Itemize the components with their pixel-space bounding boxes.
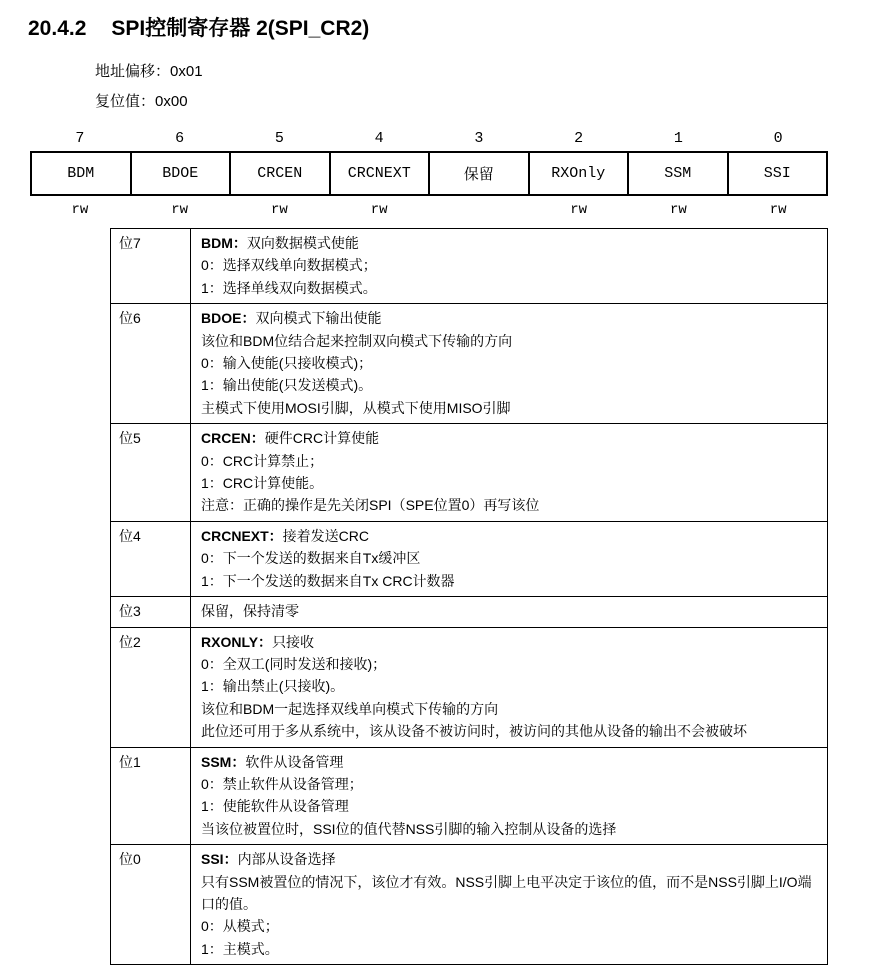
address-offset-label: 地址偏移： bbox=[95, 63, 171, 80]
bit-access: rw bbox=[669, 202, 687, 218]
reset-value-label: 复位值： bbox=[95, 93, 156, 110]
reset-value-value: 0x00 bbox=[155, 93, 188, 110]
description-line: 1：输出禁止(只接收)。 bbox=[201, 678, 345, 695]
field-heading-line bbox=[201, 232, 817, 254]
field-name: SSI： bbox=[201, 851, 238, 868]
description-line: 1：主模式。 bbox=[201, 940, 279, 957]
description-line: 1：下一个发送的数据来自Tx CRC计数器 bbox=[201, 572, 455, 589]
bit-field-name: RXOnly bbox=[530, 153, 630, 194]
description-line: 0：从模式； bbox=[201, 918, 279, 935]
field-heading-line bbox=[201, 600, 817, 622]
field-name: CRCNEXT： bbox=[201, 527, 283, 544]
bit-label: 位1 bbox=[111, 747, 191, 845]
bit-number: 3 bbox=[474, 130, 484, 147]
description-line: 只有SSM被置位的情况下，该位才有效。NSS引脚上电平决定于该位的值，而不是NSS引脚上I/O端口的值。 bbox=[201, 873, 812, 912]
page-title bbox=[28, 12, 870, 42]
bit-label: 位5 bbox=[111, 424, 191, 522]
bit-label: 位4 bbox=[111, 521, 191, 596]
description-line: 0：CRC计算禁止； bbox=[201, 452, 324, 469]
table-row bbox=[111, 521, 828, 596]
section-title: SPI控制寄存器 2(SPI_CR2) bbox=[111, 17, 370, 40]
bit-number: 2 bbox=[574, 130, 584, 147]
bit-number: 1 bbox=[673, 130, 683, 147]
field-name: BDOE： bbox=[201, 310, 256, 327]
bit-field-name: BDM bbox=[32, 153, 132, 194]
bit-access: rw bbox=[171, 202, 189, 218]
description-line: 注意：正确的操作是先关闭SPI（SPE位置0）再写该位 bbox=[201, 497, 540, 514]
bitfield-register-table bbox=[30, 130, 828, 218]
bit-label: 位6 bbox=[111, 304, 191, 424]
bit-number: 0 bbox=[773, 130, 783, 147]
field-title: 双向数据模式使能 bbox=[246, 235, 359, 251]
bit-access: rw bbox=[769, 202, 787, 218]
description-line: 1：CRC计算使能。 bbox=[201, 475, 324, 492]
bit-description bbox=[191, 424, 828, 522]
bit-description bbox=[191, 229, 828, 304]
description-line: 0：输入使能(只接收模式)； bbox=[201, 355, 373, 372]
table-row bbox=[111, 747, 828, 845]
bit-description bbox=[191, 747, 828, 845]
field-title: 硬件CRC计算使能 bbox=[264, 430, 380, 447]
bit-description bbox=[191, 597, 828, 627]
bit-field-name: SSI bbox=[763, 165, 791, 182]
bit-description bbox=[191, 845, 828, 965]
bit-description bbox=[191, 521, 828, 596]
field-name: CRCEN： bbox=[201, 430, 265, 447]
bit-description bbox=[191, 627, 828, 747]
description-line: 1：选择单线双向数据模式。 bbox=[201, 279, 377, 296]
bit-field-name: 保留 bbox=[430, 153, 530, 194]
reset-value-line bbox=[95, 87, 870, 117]
description-line: 0：选择双线单向数据模式； bbox=[201, 257, 377, 274]
address-offset-value: 0x01 bbox=[170, 63, 203, 80]
field-title: 保留，保持清零 bbox=[201, 603, 299, 620]
table-row bbox=[111, 845, 828, 965]
bit-field-name: CRCEN bbox=[231, 153, 331, 194]
bit-label: 位3 bbox=[111, 597, 191, 627]
field-title: 接着发送CRC bbox=[282, 527, 370, 544]
bit-label: 位2 bbox=[111, 627, 191, 747]
field-heading-line bbox=[201, 427, 817, 449]
bit-access: rw bbox=[270, 202, 288, 218]
table-row bbox=[111, 424, 828, 522]
bit-label: 位7 bbox=[111, 229, 191, 304]
description-line: 1：输出使能(只发送模式)。 bbox=[201, 377, 373, 394]
description-line: 此位还可用于多从系统中，该从设备不被访问时，被访问的其他从设备的输出不会被破坏 bbox=[201, 723, 747, 740]
table-row bbox=[111, 229, 828, 304]
bit-number: 7 bbox=[75, 130, 85, 147]
description-line: 1：使能软件从设备管理 bbox=[201, 798, 349, 815]
bit-number: 6 bbox=[175, 130, 185, 147]
field-heading-line bbox=[201, 848, 817, 870]
bit-fields-row bbox=[30, 151, 828, 196]
bit-access bbox=[429, 202, 529, 218]
bit-access: rw bbox=[71, 202, 89, 218]
table-row bbox=[111, 627, 828, 747]
bit-description-table bbox=[110, 228, 828, 965]
bit-access: rw bbox=[370, 202, 388, 218]
field-title: 只接收 bbox=[272, 633, 315, 650]
bit-field-name: CRCNEXT bbox=[331, 153, 431, 194]
bit-field-name: SSM bbox=[629, 153, 729, 194]
description-line: 该位和BDM一起选择双线单向模式下传输的方向 bbox=[201, 700, 499, 717]
bit-description-table-body bbox=[111, 229, 828, 965]
bit-label: 位0 bbox=[111, 845, 191, 965]
bit-access-row bbox=[30, 202, 828, 218]
field-heading-line bbox=[201, 751, 817, 773]
field-name: BDM： bbox=[201, 235, 247, 251]
bit-number: 5 bbox=[274, 130, 284, 147]
bit-description bbox=[191, 304, 828, 424]
description-line: 当该位被置位时，SSI位的值代替NSS引脚的输入控制从设备的选择 bbox=[201, 820, 617, 837]
field-title: 双向模式下输出使能 bbox=[255, 310, 382, 327]
table-row bbox=[111, 304, 828, 424]
description-line: 该位和BDM位结合起来控制双向模式下传输的方向 bbox=[201, 332, 513, 349]
description-line: 0：全双工(同时发送和接收)； bbox=[201, 655, 387, 672]
description-line: 主模式下使用MOSI引脚，从模式下使用MISO引脚 bbox=[201, 399, 511, 416]
field-name: SSM： bbox=[201, 753, 246, 770]
table-row bbox=[111, 597, 828, 627]
bit-numbers-row bbox=[30, 130, 828, 147]
bit-number: 4 bbox=[374, 130, 384, 147]
register-info bbox=[95, 57, 870, 117]
field-heading-line bbox=[201, 525, 817, 547]
field-name: RXONLY： bbox=[201, 633, 273, 650]
field-title: 内部从设备选择 bbox=[237, 851, 336, 868]
address-offset-line bbox=[95, 57, 870, 87]
section-number: 20.4.2 bbox=[28, 17, 87, 40]
field-heading-line bbox=[201, 307, 817, 329]
bit-access: rw bbox=[570, 202, 588, 218]
description-line: 0：禁止软件从设备管理； bbox=[201, 775, 363, 792]
field-heading-line bbox=[201, 631, 817, 653]
description-line: 0：下一个发送的数据来自Tx缓冲区 bbox=[201, 550, 421, 567]
field-title: 软件从设备管理 bbox=[245, 753, 344, 770]
bit-field-name: BDOE bbox=[132, 153, 232, 194]
